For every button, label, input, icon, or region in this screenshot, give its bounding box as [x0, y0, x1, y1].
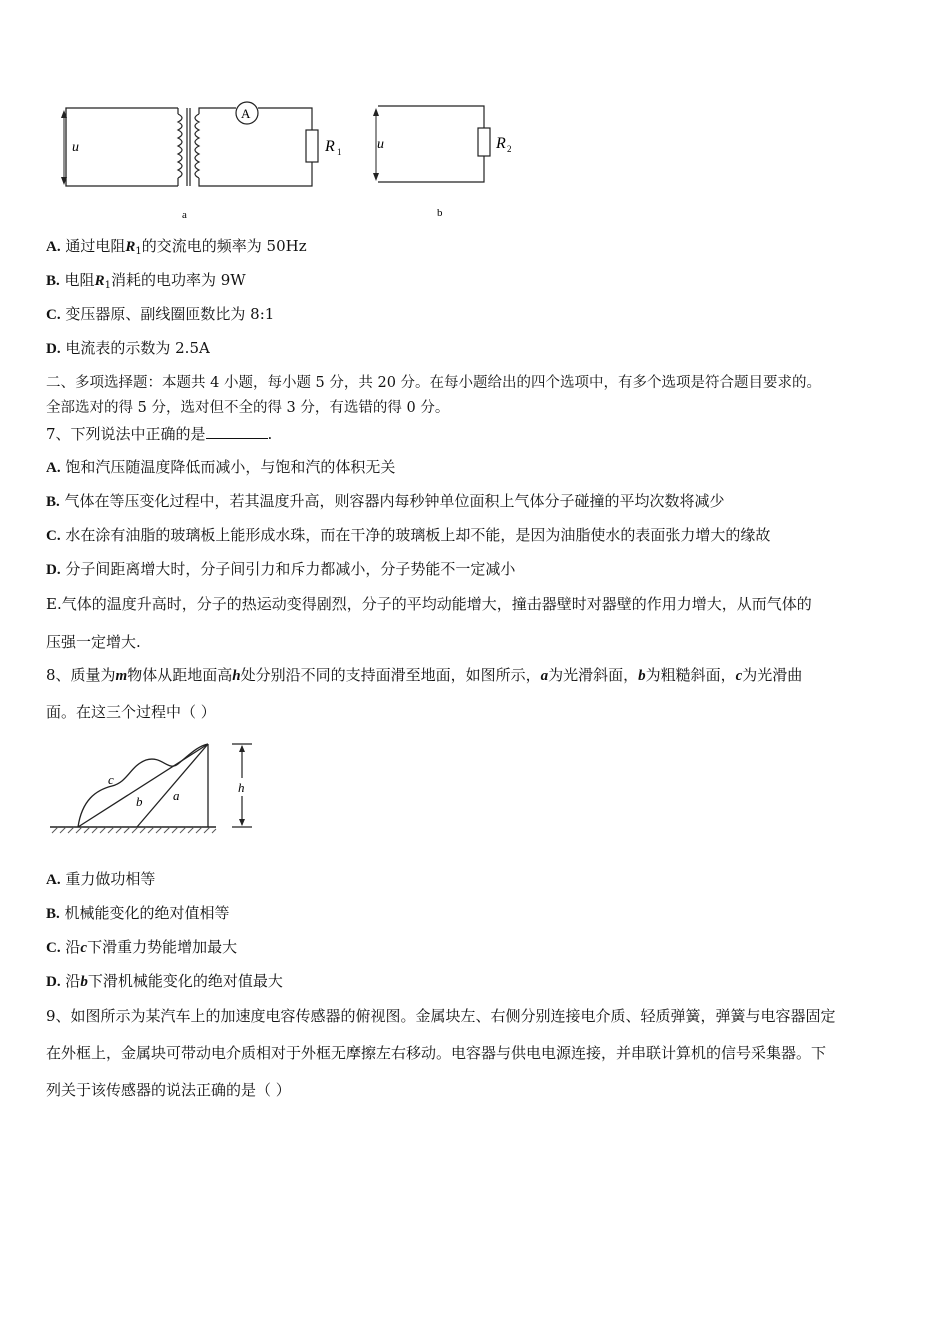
q6-option-d: D. 电流表的示数为 2.5A [46, 339, 210, 357]
q8-stem-line1: 8、质量为m物体从距地面高h处分别沿不同的支持面滑至地面，如图所示，a为光滑斜面，b为粗糙斜面，c为光滑曲 [46, 666, 803, 684]
q9-stem-line2: 在外框上，金属块可带动电介质相对于外框无摩擦左右移动。电容器与供电电源连接，并串联计算机的信号采集器。下 [46, 1044, 827, 1062]
q8-option-d: D. 沿b下滑机械能变化的绝对值最大 [46, 972, 283, 990]
slope-a-label: a [173, 788, 180, 803]
circuit-figure [50, 96, 530, 226]
r2-label-symbol: R [496, 135, 506, 152]
q7-option-b: B. 气体在等压变化过程中，若其温度升高，则容器内每秒钟单位面积上气体分子碰撞的平均次数将减少 [46, 492, 725, 510]
slope-b-label: b [136, 794, 143, 809]
r1-label-symbol: R [325, 138, 335, 155]
q7-option-c: C. 水在涂有油脂的玻璃板上能形成水珠，而在干净的玻璃板上却不能，是因为油脂使水的表面张力增大的缘故 [46, 526, 771, 544]
q8-stem-line2: 面。在这三个过程中（ ） [46, 703, 216, 721]
q7-option-a: A. 饱和汽压随温度降低而减小，与饱和汽的体积无关 [46, 458, 396, 476]
q6-option-a: A. 通过电阻$R_1$的交流电的频率为 50Hz [46, 237, 307, 257]
curve-c-label: c [108, 772, 114, 787]
caption-a: a [182, 209, 187, 221]
answer-blank [206, 424, 268, 439]
q7-stem: 7、下列说法中正确的是 . [46, 425, 273, 443]
slope-figure [44, 734, 270, 842]
section2-heading-line2: 全部选对的得 5 分，选对但不全的得 3 分，有选错的得 0 分。 [46, 400, 450, 416]
r2-label-sub: 2 [507, 144, 512, 154]
section2-heading-line1: 二、多项选择题：本题共 4 小题，每小题 5 分，共 20 分。在每小题给出的四个选项中，有多个选项是符合题目要求的。 [46, 375, 822, 391]
r1-label-sub: 1 [337, 147, 342, 157]
q6-option-c: C. 变压器原、副线圈匝数比为 8:1 [46, 305, 275, 323]
circuit-a-u-label: u [72, 140, 79, 155]
ammeter-label: A [241, 106, 251, 121]
q7-option-d: D. 分子间距离增大时，分子间引力和斥力都减小，分子势能不一定减小 [46, 560, 516, 578]
circuit-b-u-label: u [377, 137, 384, 152]
q6-option-b: B. 电阻$R_1$消耗的电功率为 9W [46, 271, 246, 291]
q9-stem-line1: 9、如图所示为某汽车上的加速度电容传感器的俯视图。金属块左、右侧分别连接电介质、轻质弹簧，弹簧与电容器固定 [46, 1007, 836, 1025]
q7-option-e-line1: E.气体的温度升高时，分子的热运动变得剧烈，分子的平均动能增大，撞击器壁时对器壁的作用力增大，从而气体的 [46, 595, 812, 613]
q7-option-e-line2: 压强一定增大. [46, 633, 141, 651]
q8-option-a: A. 重力做功相等 [46, 870, 156, 888]
caption-b: b [437, 207, 443, 219]
q9-stem-line3: 列关于该传感器的说法正确的是（ ） [46, 1081, 291, 1099]
height-h-label: h [238, 780, 245, 795]
q8-option-b: B. 机械能变化的绝对值相等 [46, 904, 230, 922]
q8-option-c: C. 沿c下滑重力势能增加最大 [46, 938, 238, 956]
